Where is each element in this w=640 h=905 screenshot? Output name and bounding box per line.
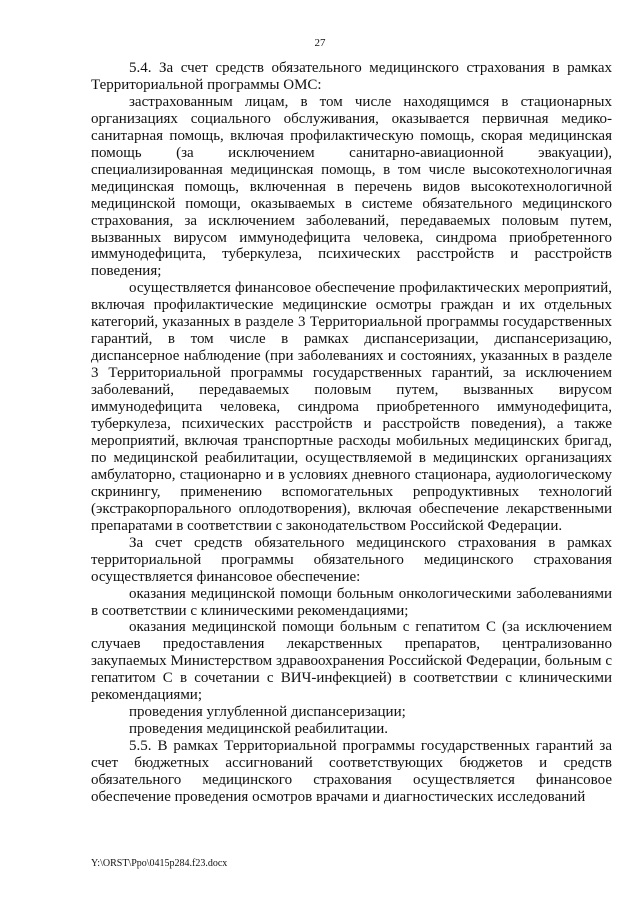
paragraph-hepatitis-c: оказания медицинской помощи больным с гепатитом С (за исключением случаев предоставления лекарственных препаратов, централизованно закупаемых Министерством здравоохранения Российской Федерации, больным с гепатитом С в сочетании с ВИЧ-инфекцией) в соответствии с клиническими рекомендациями; xyxy=(91,619,612,704)
file-path-footer: Y:\ORST\Ppo\0415p284.f23.docx xyxy=(91,858,228,869)
paragraph-5-5: 5.5. В рамках Территориальной программы государственных гарантий за счет бюджетных ассигнований соответствующих бюджетов и средств обязательного медицинского страхования осуществляется финансовое обеспечение проведения осмотров врачами и диагностических исследований xyxy=(91,738,612,805)
paragraph-oncology: оказания медицинской помощи больным онкологическими заболеваниями в соответствии с клиническими рекомендациями; xyxy=(91,585,612,619)
paragraph-oms-financing: За счет средств обязательного медицинского страхования в рамках территориальной программы обязательного медицинского страхования осуществляется финансовое обеспечение: xyxy=(91,534,612,585)
document-body xyxy=(91,60,612,806)
paragraph-rehabilitation: проведения медицинской реабилитации. xyxy=(129,721,389,738)
paragraph-insured-persons: застрахованным лицам, в том числе находящимся в стационарных организациях социального обслуживания, оказывается первичная медико-санитарная помощь, включая профилактическую помощь, скорая медицинская помощь (за исключением санитарно-авиационной эвакуации), специализированная медицинская помощь, в том числе высокотехнологичная медицинская помощь, включенная в перечень видов высокотехнологичной медицинской помощи, оказываемых в системе обязательного медицинского страхования, за исключением заболеваний, передаваемых половым путем, вызванных вирусом иммунодефицита человека, синдрома приобретенного иммунодефицита, туберкулеза, психических расстройств и расстройств поведения; xyxy=(91,93,612,280)
paragraph-in-depth-screening: проведения углубленной диспансеризации; xyxy=(129,704,406,721)
page-number: 27 xyxy=(314,37,326,49)
paragraph-preventive-financing: осуществляется финансовое обеспечение профилактических мероприятий, включая профилактические медицинские осмотры граждан и их отдельных категорий, указанных в разделе 3 Территориальной программы государственных гарантий, в том числе в рамках диспансеризации, диспансеризацию, диспансерное наблюдение (при заболеваниях и состояниях, указанных в разделе 3 Территориальной программы государственных гарантий, за исключением заболеваний, передаваемых половым путем, вызванных вирусом иммунодефицита человека, синдрома приобретенного иммунодефицита, туберкулеза, психических расстройств и расстройств поведения), а также мероприятий, включая транспортные расходы мобильных медицинских бригад, по медицинской реабилитации, осуществляемой в медицинских организациях амбулаторно, стационарно и в условиях дневного стационара, аудиологическому скринингу, применению вспомогательных репродуктивных технологий (экстракорпорального оплодотворения), включая обеспечение лекарственными препаратами в соответствии с законодательством Российской Федерации. xyxy=(91,280,612,534)
paragraph-5-4: 5.4. За счет средств обязательного медицинского страхования в рамках Территориальной программы ОМС: xyxy=(91,60,612,93)
